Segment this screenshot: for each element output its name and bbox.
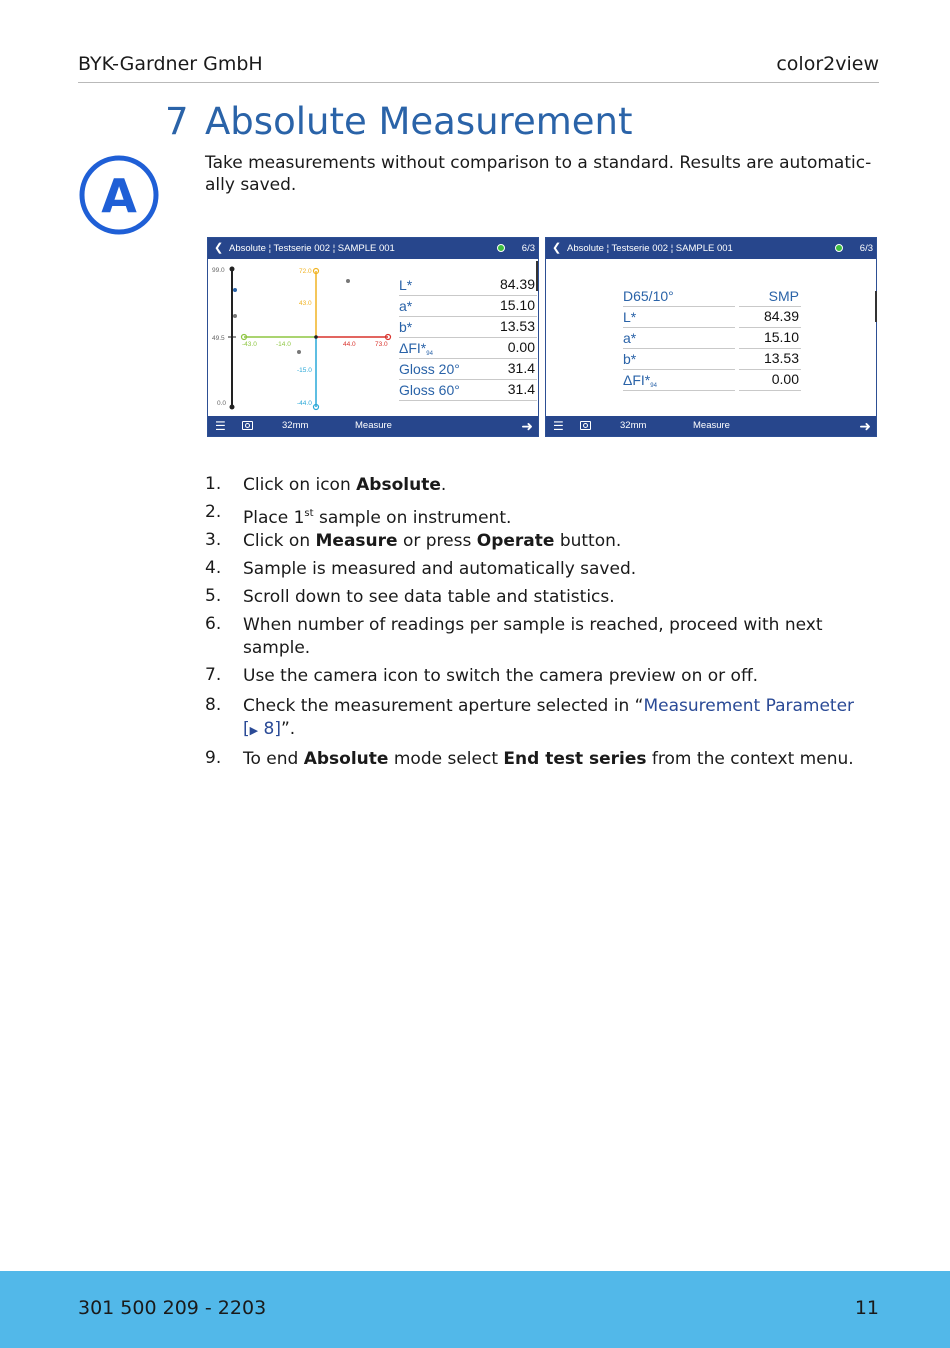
ab-sample-point xyxy=(297,350,301,354)
step-bold: Operate xyxy=(476,531,555,551)
chapter-title-text: Absolute Measurement xyxy=(205,100,633,143)
a-axis-tick: -14.0 xyxy=(276,341,291,348)
scroll-indicator[interactable] xyxy=(875,291,877,322)
step-number: 6. xyxy=(205,614,222,634)
header-company: BYK-Gardner GmbH xyxy=(78,53,263,75)
step-text-part: Check the measurement aperture selected in “ xyxy=(243,696,644,716)
step-text-part: from the context menu. xyxy=(646,749,854,769)
b-axis-tick: -15.0 xyxy=(297,367,312,374)
step-number: 4. xyxy=(205,558,222,578)
reading-count: 6/3 xyxy=(859,243,873,254)
l-axis-tick: 99.0 xyxy=(212,267,225,274)
step-text xyxy=(243,502,873,530)
table-row xyxy=(399,296,537,317)
l-sample-point xyxy=(233,288,237,292)
back-chevron-icon[interactable]: ❮ xyxy=(214,242,224,254)
page-number: 11 xyxy=(854,1297,879,1319)
step-text xyxy=(243,474,873,497)
step-text-part: Place 1 xyxy=(243,508,305,528)
value-label: b* xyxy=(399,319,413,335)
camera-icon[interactable] xyxy=(580,421,591,430)
status-indicator-icon xyxy=(835,244,843,252)
l-axis-top-marker xyxy=(230,267,235,272)
arrow-right-icon[interactable]: ➜ xyxy=(521,418,533,434)
table-row xyxy=(399,380,537,401)
page-ref-number: 8] xyxy=(263,719,281,739)
column-header: SMP xyxy=(768,288,799,304)
step-number: 3. xyxy=(205,530,222,550)
l-axis-tick: 49.5 xyxy=(212,335,225,342)
back-chevron-icon[interactable]: ❮ xyxy=(552,242,562,254)
value-number: 31.4 xyxy=(507,360,535,376)
step-text: Use the camera icon to switch the camera preview on or off. xyxy=(243,666,759,686)
chapter-number: 7 xyxy=(165,100,189,143)
measurement-parameter-link[interactable]: Measurement Parameter xyxy=(643,696,855,716)
document-number: 301 500 209 - 2203 xyxy=(78,1297,267,1319)
table-row xyxy=(399,317,537,338)
step-number: 7. xyxy=(205,665,222,685)
camera-icon[interactable] xyxy=(242,421,253,430)
aperture-label[interactable]: 32mm xyxy=(620,420,647,431)
step-bold: Absolute xyxy=(303,749,389,769)
step-text-part: ”. xyxy=(280,719,296,739)
b-axis-tick: 43.0 xyxy=(299,300,312,307)
b-axis-tick: -44.0 xyxy=(297,400,312,407)
step-number: 5. xyxy=(205,586,222,606)
value-label: a* xyxy=(399,298,413,314)
value-label: a* xyxy=(623,330,637,346)
value-label-text: ΔFI* xyxy=(623,372,651,388)
value-number: 15.10 xyxy=(499,297,535,313)
value-number: 0.00 xyxy=(771,371,799,387)
l-sample-point xyxy=(233,314,237,318)
step-superscript: st xyxy=(304,508,314,519)
step-text-part: sample on instrument. xyxy=(313,508,512,528)
table-row xyxy=(399,275,537,296)
step-number: 2. xyxy=(205,502,222,522)
step-number: 8. xyxy=(205,695,222,715)
arrow-right-icon[interactable]: ➜ xyxy=(859,418,871,434)
chapter-title xyxy=(165,100,633,143)
value-number: 13.53 xyxy=(763,350,799,366)
header-product: color2view xyxy=(776,53,879,75)
table-row xyxy=(399,359,537,380)
value-number: 15.10 xyxy=(763,329,799,345)
table-header-column xyxy=(739,286,801,307)
ab-sample-point xyxy=(346,279,350,283)
b-axis-tick: 72.0 xyxy=(299,268,312,275)
value-label xyxy=(623,372,657,389)
cielab-chart xyxy=(208,259,398,417)
value-label: b* xyxy=(623,351,637,367)
screen-bottom-bar xyxy=(208,416,538,436)
step-text: Scroll down to see data table and statistics. xyxy=(243,587,615,607)
aperture-label[interactable]: 32mm xyxy=(282,420,309,431)
table-row-value xyxy=(739,307,801,328)
step-text xyxy=(243,748,873,771)
step-text: Sample is measured and automatically saved. xyxy=(243,559,637,579)
screen-top-bar xyxy=(546,238,876,259)
screen-table-view xyxy=(545,237,877,437)
table-row xyxy=(399,338,537,359)
step-text-part: . xyxy=(440,475,447,495)
value-label-subscript: 94 xyxy=(426,351,433,357)
menu-icon[interactable]: ☰ xyxy=(553,419,564,433)
table-row-label xyxy=(623,349,735,370)
a-axis-tick: -43.0 xyxy=(242,341,257,348)
step-text: When number of readings per sample is reached, proceed with next sample. xyxy=(243,615,823,658)
a-axis-tick: 44.0 xyxy=(343,341,356,348)
table-row-value xyxy=(739,328,801,349)
step-text-part: To end xyxy=(243,749,304,769)
illuminant-label: D65/10° xyxy=(623,288,674,304)
value-number: 84.39 xyxy=(499,276,535,292)
screen-breadcrumb: Absolute ¦ Testserie 002 ¦ SAMPLE 001 xyxy=(229,243,395,254)
value-label-text: ΔFI* xyxy=(399,340,427,356)
page-footer xyxy=(0,1271,950,1348)
reading-count: 6/3 xyxy=(521,243,535,254)
value-label: L* xyxy=(623,309,637,325)
step-text-part: Click on icon xyxy=(243,475,357,495)
table-header-label xyxy=(623,286,735,307)
value-number: 84.39 xyxy=(763,308,799,324)
step-text-part: or press xyxy=(397,531,477,551)
measure-button[interactable]: Measure xyxy=(693,420,730,431)
a-axis-tick: 73.0 xyxy=(375,341,388,348)
menu-icon[interactable]: ☰ xyxy=(215,419,226,433)
value-number: 31.4 xyxy=(507,381,535,397)
value-label: Gloss 60° xyxy=(399,382,460,398)
intro-text: Take measurements without comparison to a standard. Results are automatic-ally saved. xyxy=(205,153,872,195)
chart-origin xyxy=(314,335,318,339)
table-row-label xyxy=(623,370,735,391)
step-text xyxy=(243,695,873,742)
page-ref-arrow-icon: ▶ xyxy=(249,724,259,737)
absolute-mode-icon xyxy=(78,154,160,236)
screen-chart-view xyxy=(207,237,539,437)
screen-breadcrumb: Absolute ¦ Testserie 002 ¦ SAMPLE 001 xyxy=(567,243,733,254)
step-number: 9. xyxy=(205,748,222,768)
screen-top-bar xyxy=(208,238,538,259)
step-text-part: button. xyxy=(554,531,622,551)
table-row-label xyxy=(623,328,735,349)
status-indicator-icon xyxy=(497,244,505,252)
value-label: L* xyxy=(399,277,413,293)
value-number: 0.00 xyxy=(507,339,535,355)
step-bold: Measure xyxy=(315,531,398,551)
header-divider xyxy=(78,82,879,83)
value-number: 13.53 xyxy=(499,318,535,334)
table-row-value xyxy=(739,370,801,391)
value-label-subscript: 94 xyxy=(650,383,657,389)
step-text-part: mode select xyxy=(388,749,504,769)
value-label: Gloss 20° xyxy=(399,361,460,377)
step-number: 1. xyxy=(205,474,222,494)
l-axis-bottom-marker xyxy=(230,405,235,410)
l-axis-tick: 0.0 xyxy=(217,400,227,407)
page-reference-link[interactable]: [▶ 8] xyxy=(243,719,281,739)
mode-icon-letter: A xyxy=(101,169,137,223)
table-row-value xyxy=(739,349,801,370)
step-bold: Absolute xyxy=(356,475,441,495)
value-label xyxy=(399,340,433,357)
step-text-part: Click on xyxy=(243,531,316,551)
table-row-label xyxy=(623,307,735,328)
step-text xyxy=(243,530,873,553)
measure-button[interactable]: Measure xyxy=(355,420,392,431)
screen-bottom-bar xyxy=(546,416,876,436)
step-bold: End test series xyxy=(503,749,647,769)
